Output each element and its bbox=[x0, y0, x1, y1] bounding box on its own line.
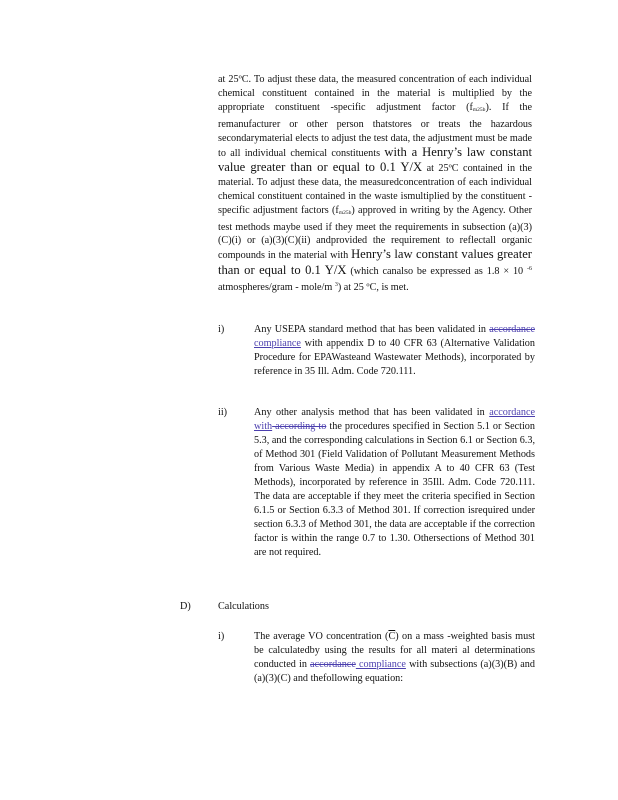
text-run: atmospheres/gram - mole/m bbox=[218, 282, 335, 294]
inserted-text: compliance bbox=[355, 658, 406, 670]
list-item-body bbox=[254, 323, 535, 379]
text-run: ) approved in writing by the Agency. Other test methods maybe used if they meet the requirements in subsection (a)(3)(C)(i) or (a)(3)(C)(ii) andprovided the requirement to reflectall organic compounds in the material with bbox=[218, 204, 532, 262]
text-run: at 25ºC. To adjust these data, the measured concentration of each individual chemical constituent contained in the material is multiplied by the appropriate constituent -specific adjustment factor (f bbox=[218, 74, 532, 113]
text-run: with appendix D to 40 CFR 63 (Alternative Validation Procedure for EPAWasteand Wastewater Methods), incorporated by reference in 35 Ill. Adm. Code 720.111. bbox=[254, 337, 535, 377]
inserted-large-text: with a Henry’s law constant value greater than or equal to 0.1 Y/X bbox=[218, 144, 532, 174]
text-run: Any other analysis method that has been validated in bbox=[254, 407, 490, 418]
subscript: m25b bbox=[472, 106, 486, 113]
superscript: -6 bbox=[527, 266, 532, 273]
list-marker: i) bbox=[218, 631, 225, 642]
text-run: ). If the remanufacturer or other person thatstores or treats the hazardous secondarymaterial elects to adjust the test data, the adjustment must be made to all individual chemical constituents bbox=[218, 101, 533, 159]
deleted-text: accordance bbox=[310, 658, 356, 670]
c-bar-symbol: $\overline{C}$ bbox=[388, 631, 396, 642]
text-run: (which canalso be expressed as 1.8 × 10 bbox=[346, 266, 527, 278]
text-run: ) at 25 ºC, is met. bbox=[337, 282, 409, 294]
section-title: Calculations bbox=[218, 601, 269, 612]
list-marker: i) bbox=[218, 324, 225, 335]
text-run: The average VO concentration ( bbox=[254, 631, 389, 642]
inserted-text: compliance bbox=[254, 337, 301, 349]
inserted-large-text: Henry’s law constant values greater than or equal to 0.1 Y/X bbox=[218, 247, 533, 278]
text-run: with subsections (a)(3)(B) and (a)(3)(C) and thefollowing equation: bbox=[254, 658, 535, 684]
paragraph-test-data-adjustment bbox=[218, 73, 532, 295]
text-run: the procedures specified in Section 5.1 or Section 5.3, and the corresponding calculations in Section 6.1 or Section 6.3, of Method 301 (Field Validation of Pollutant Measurement Methods from Various Waste Media) in appendix A to 40 CFR 63 (Test Methods), incorporated by reference in 35Ill. Adm. Code 720.111. The data are acceptable if they meet the criteria specified in Section 6.1.5 or Section 6.3.3 of Method 301. If correction isrequired under section 6.3.3 of Method 301, the data are acceptable if the correction factor is within the range 0.7 to 1.30. Othersections of Method 301 are not required. bbox=[254, 420, 535, 558]
subscript: m25b bbox=[338, 209, 352, 216]
list-item-body bbox=[254, 406, 535, 559]
section-marker: D) bbox=[180, 601, 191, 612]
inserted-text: accordance with bbox=[254, 407, 535, 432]
text-run: Any USEPA standard method that has been validated in bbox=[254, 324, 490, 335]
text-run: at 25ºC contained in the material. To adjust these data, the measuredconcentration of each individual chemical constituent contained in the waste ismultiplied by the constituent -specific adjustment factors (f bbox=[218, 162, 532, 216]
deleted-text: according to bbox=[272, 420, 327, 432]
superscript: 3 bbox=[334, 282, 338, 289]
list-marker: ii) bbox=[218, 407, 228, 418]
section-heading-calculations bbox=[180, 601, 380, 612]
deleted-text: accordance bbox=[489, 324, 535, 335]
text-run: ) on a mass -weighted basis must be calculatedby using the results for all materi al determinations conducted in bbox=[254, 631, 535, 670]
list-item-body bbox=[254, 630, 535, 686]
